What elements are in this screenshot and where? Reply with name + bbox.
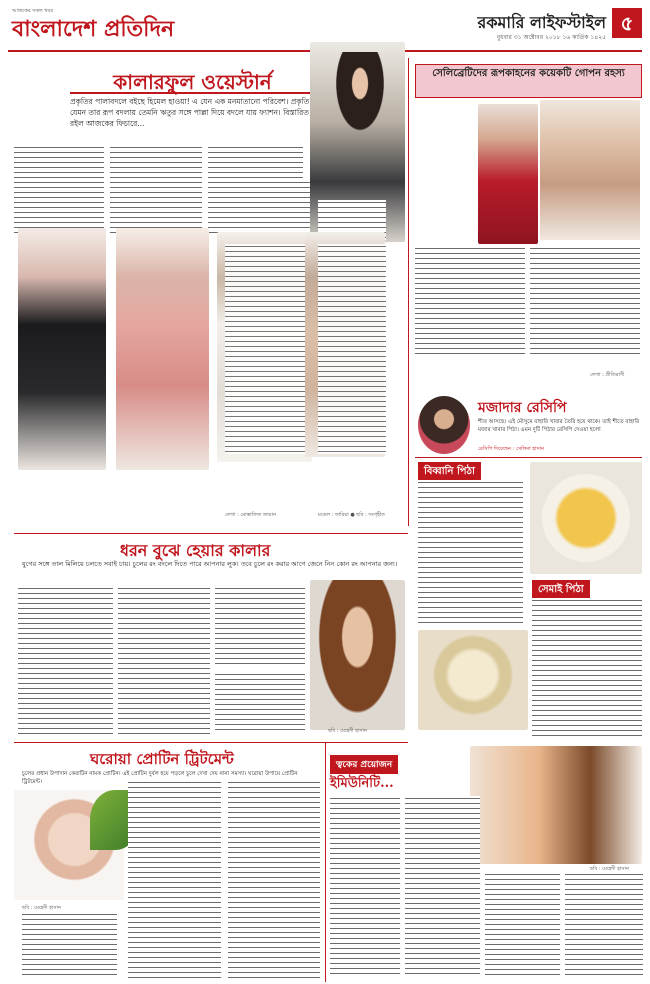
protein-body-col3 [228,780,320,978]
recipe-title: মজাদার রেসিপি [478,400,567,416]
recipe-subtitle: শীত আসছে। এই মৌসুমে বাহারি খাবার তৈরি হয়ে থাকে। তাই শীতে বাহারি মজার খাবার পিঠা। এমন দুটি পিঠার রেসিপি দেওয়া হলো [478,419,640,433]
protein-body-col1 [22,912,117,978]
protein-top-rule [14,742,408,743]
chef-photo [418,396,470,454]
hair-title: ধরন বুঝে হেয়ার কালার [120,541,271,560]
protein-body-col2 [128,780,221,978]
hair-body-col3 [215,586,305,666]
western-photo-credit: মডেল : ফারিয়া ● ছবি : সংগৃহীত [318,512,385,518]
model-photo-skin [470,746,642,864]
skin-body-col2 [405,796,480,978]
recipe-item-1-body [418,480,523,625]
western-body-col2 [110,145,202,237]
protein-intro: চুলের প্রধান উপাদান কেরাটিন নামক প্রোটিন। এই প্রোটিন দুর্বল হয়ে পড়লে চুলে দেখা দেয় নানা সমস্যা। ঘরোয়া উপায়ে প্রোটিন ট্রিটমেন্ট। [22,771,298,785]
hair-body-col4 [215,672,305,734]
celebrity-title-box [415,64,642,98]
western-body-col4 [250,180,310,240]
section-title: রকমারি লাইফস্টাইল [477,13,606,32]
western-body-col7 [318,244,386,454]
page-number: ৫ [612,8,642,38]
celebrity-credit: লেখা : প্রীতিরাণী [590,372,625,378]
protein-title: ঘরোয়া প্রোটিন ট্রিটমেন্ট [90,750,234,768]
recipe-item-2-title: সেমাই পিঠা [532,580,590,601]
western-body-col6 [225,244,305,454]
dish-photo-noodle [530,462,642,574]
hair-intro: যুগের সঙ্গে তাল মিলিয়ে চলতে সবাই চায়। চুলের রং বদলে দিতে পারে আপনার লুক। তবে চুলে রং করার আগে জেনে নিন কোন রং আপনার জন্য। [22,560,398,568]
model-photo-dark-hair [330,52,390,142]
paper-name: বাংলাদেশ প্রতিদিন [12,16,175,42]
recipe-chef: রেসিপি দিয়েছেন : সেলিনা হাসান [478,446,545,452]
western-title: কালারফুল ওয়েস্টার্ন [113,70,272,94]
hair-caption: ছবি : মেহেদী হাসান [328,728,368,734]
logo-tagline: আজকের সকল খবর [12,8,54,14]
skin-body-col4 [565,872,643,978]
protein-caption: ছবি : মেহেদী হাসান [22,905,62,911]
celebrity-photo-red-dress [478,104,538,244]
western-title-bar [70,68,315,94]
skin-title-block [330,752,470,790]
skin-caption: ছবি : মেহেদী হাসান [590,866,630,872]
western-byline: লেখা : মোস্তাফিজ জামান [225,512,276,518]
skin-body-col1 [330,796,400,978]
recipe-rule [415,457,642,458]
dish-photo-semai [418,630,528,730]
model-photo-hair [310,580,405,730]
recipe-item-2-body [532,598,642,738]
skin-divider [325,742,326,982]
hair-body-col2 [118,586,210,736]
celebrity-title: সেলিব্রেটিদের রূপকাহনের কয়েকটি গোপন রহস্য [432,68,625,79]
issue-date: বুধবার ৩১ অক্টোবর ২০১৮ ১৬ কার্তিক ১৪২৫ [496,34,606,41]
newspaper-logo [12,8,182,44]
skin-body-col3 [485,872,560,978]
model-photo-pink-dress [116,228,209,470]
western-intro: প্রকৃতির পালাবদলে বইছে হিমেল হাওয়া! এ যেন এক মনমাতানো পরিবেশ। প্রকৃতি যেমন তার রূপ বদলায় তেমনি ঋতুর সঙ্গে পাল্লা দিয়ে বদলে যায় ফ্যাশন। বিস্তারিত রইল আজকের ফিচারে... [70,97,310,128]
celebrity-photo-smiling [540,100,640,240]
column-divider [408,58,409,526]
skin-title-line1: ত্বকের প্রয়োজন [330,755,398,774]
celebrity-body-col1 [415,246,525,358]
hair-body-col1 [18,586,113,736]
celebrity-body-col2 [530,246,640,358]
recipe-item-1-title: বিব্বানি পিঠা [418,462,481,483]
model-photo-black-top [18,228,106,470]
hair-top-rule [14,533,408,534]
western-body-col1 [14,145,104,237]
skin-title-line2: ইমিউনিটি... [330,776,394,791]
